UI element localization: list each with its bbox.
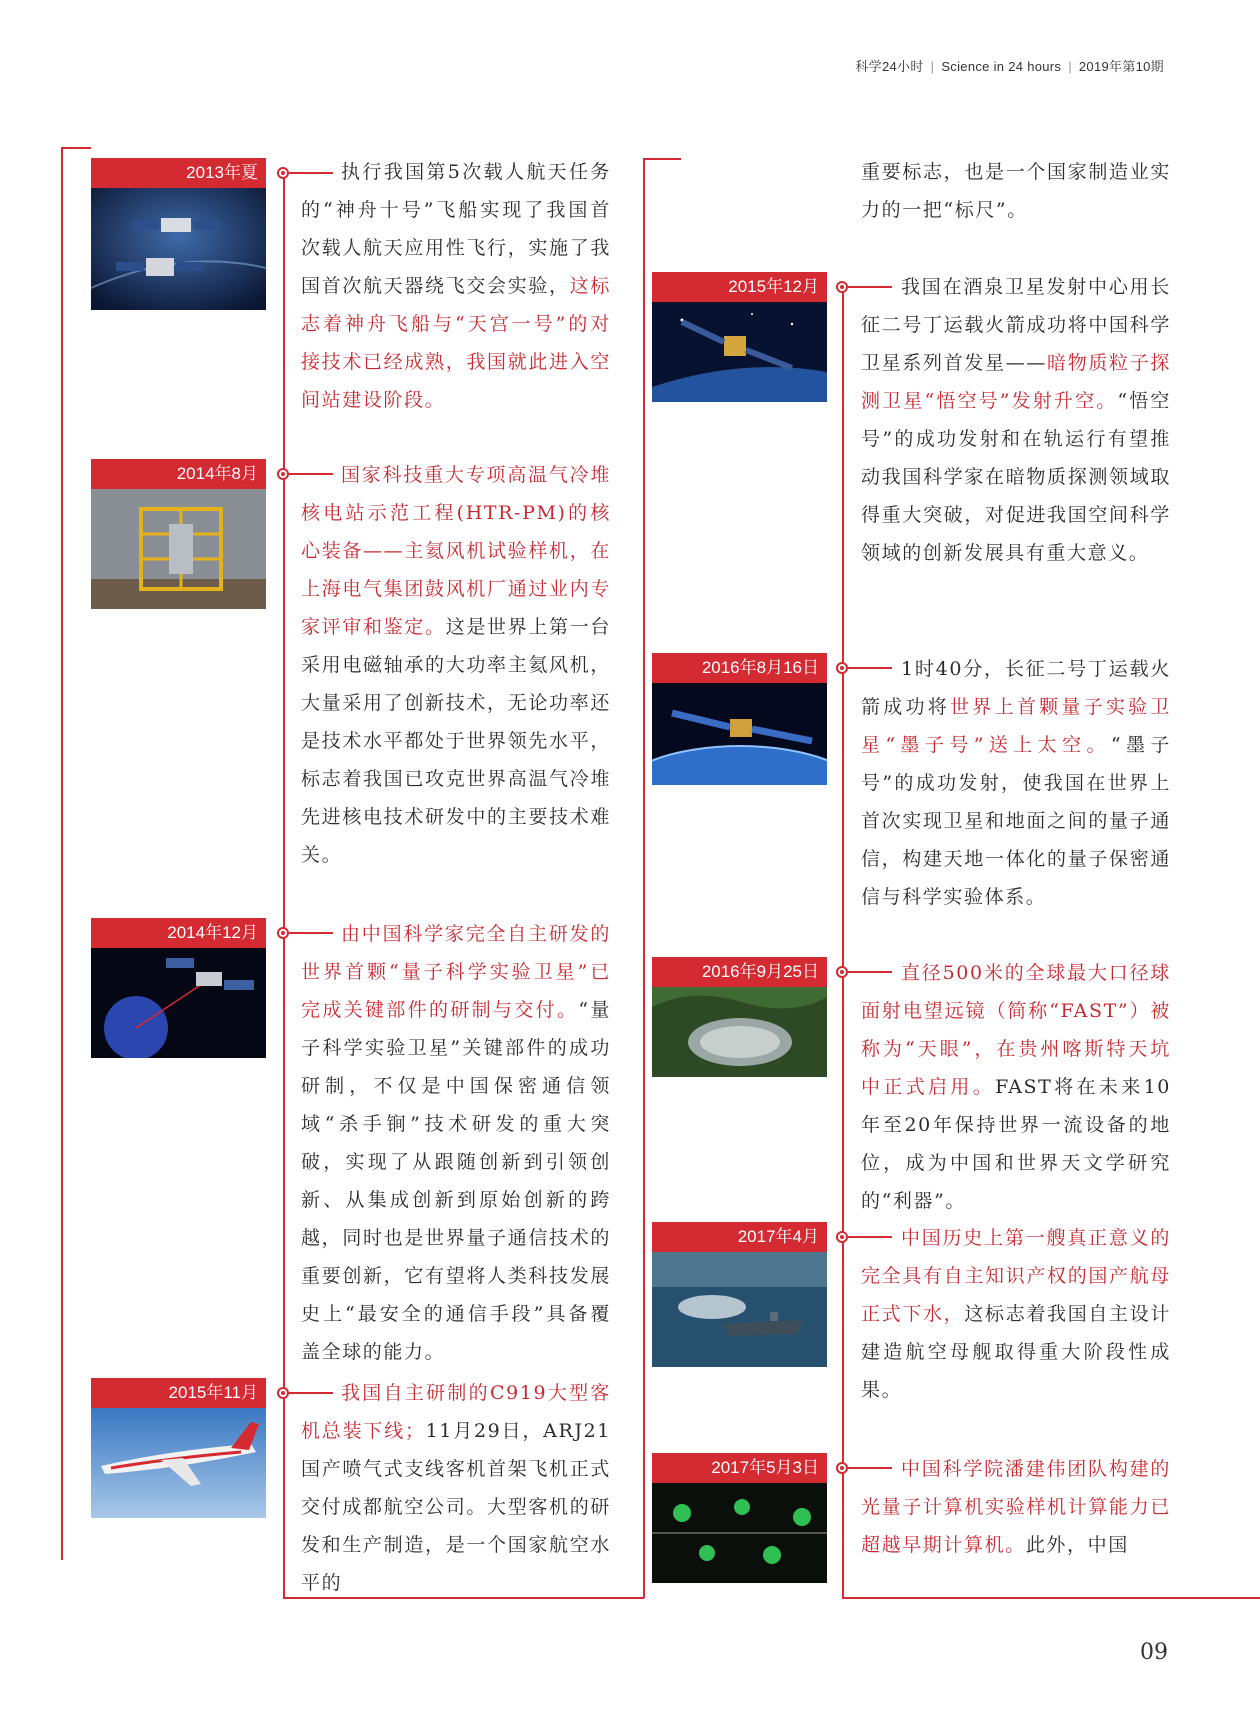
timeline-node-dot [836, 281, 848, 293]
timeline-entry-text [861, 650, 1171, 916]
timeline-node-dot [836, 1231, 848, 1243]
timeline-line [61, 147, 63, 1560]
photonic-quantum-computer-photo [652, 1483, 827, 1583]
timeline-node-dot [277, 1387, 289, 1399]
timeline-node-dot [836, 966, 848, 978]
timeline-entry-text [301, 1374, 611, 1602]
entry-text-highlight: 世界上首颗量子实验卫星“墨子号”送上太空。 [861, 696, 1171, 756]
entry-text-highlight: 我国自主研制的C919大型客机总装下线； [301, 1382, 611, 1442]
header-separator: | [930, 59, 935, 74]
entry-text-plain: “悟空号”的成功发射和在轨运行有望推动我国科学家在暗物质探测领域取得重大突破，对促进我国空间科学领域的创新发展具有重大意义。 [861, 390, 1172, 564]
timeline-line [283, 170, 285, 1598]
timeline-date-label: 2014年8月 [91, 459, 266, 489]
entry-text-plain: FAST将在未来10年至20年保持世界一流设备的地位，成为中国和世界天文学研究的“利器”。 [861, 1076, 1171, 1212]
timeline-date-label: 2014年12月 [91, 918, 266, 948]
timeline-node-dot [836, 1462, 848, 1474]
entry-text-plain: “量子科学实验卫星”关键部件的成功研制，不仅是中国保密通信领域“杀手锏”技术研发的重大突破，实现了从跟随创新到引领创新、从集成创新到原始创新的跨越，同时也是世界量子通信技术的重要创新，它有望将人类科技发展史上“最安全的通信手段”具备覆盖全球的能力。 [301, 999, 611, 1363]
timeline-entry-text [861, 1450, 1171, 1564]
entry-text-highlight: 这标志着神舟飞船与“天宫一号”的对接技术已经成熟，我国就此进入空间站建设阶段。 [301, 275, 611, 411]
entry-text-highlight: 暗物质粒子探测卫星“悟空号”发射升空。 [861, 352, 1171, 412]
timeline-node-dot [277, 468, 289, 480]
timeline-node-dot [277, 167, 289, 179]
magazine-title: 科学24小时 [855, 59, 924, 74]
fast-telescope-photo [652, 987, 827, 1077]
timeline-date-label: 2015年12月 [652, 272, 827, 302]
aircraft-carrier-launch-photo [652, 1252, 827, 1367]
page-header [855, 56, 1164, 75]
timeline-date-label: 2016年8月16日 [652, 653, 827, 683]
spacecraft-docking-photo [91, 188, 266, 310]
magazine-english-title: Science in 24 hours [941, 59, 1062, 74]
entry-text-plain: 重要标志，也是一个国家制造业实力的一把“标尺”。 [861, 161, 1171, 221]
entry-text-plain: 此外，中国 [1025, 1534, 1129, 1556]
timeline-date-label: 2015年11月 [91, 1378, 266, 1408]
timeline-entry-text [301, 456, 611, 874]
entry-text-highlight: 中国历史上第一艘真正意义的完全具有自主知识产权的国产航母正式下水， [861, 1227, 1171, 1325]
timeline-entry-text [861, 268, 1171, 572]
entry-text-plain: 11月29日，ARJ21国产喷气式支线客机首架飞机正式交付成都航空公司。大型客机的研发和生产制造，是一个国家航空水平的 [301, 1420, 611, 1594]
timeline-entry-text [301, 153, 611, 419]
entry-text-plain: 我国在酒泉卫星发射中心用长征二号丁运载火箭成功将中国科学卫星系列首发星—— [861, 276, 1171, 374]
timeline-date-label: 2017年4月 [652, 1222, 827, 1252]
entry-text-plain: 这是世界上第一台采用电磁轴承的大功率主氦风机，大量采用了创新技术，无论功率还是技术水平都处于世界领先水平，标志着我国已攻克世界高温气冷堆先进核电技术研发中的主要技术难关。 [301, 616, 611, 866]
timeline-date-label: 2016年9月25日 [652, 957, 827, 987]
timeline-entry-text [861, 954, 1171, 1220]
entry-text-plain: 这标志着我国自主设计建造航空母舰取得重大阶段性成果。 [861, 1303, 1171, 1401]
timeline-node-dot [836, 662, 848, 674]
continued-entry-text [861, 153, 1171, 229]
dark-matter-satellite-photo [652, 302, 827, 402]
entry-text-highlight: 中国科学院潘建伟团队构建的光量子计算机实验样机计算能力已超越早期计算机。 [861, 1458, 1171, 1556]
quantum-satellite-earth-photo [91, 948, 266, 1058]
entry-text-highlight: 国家科技重大专项高温气冷堆核电站示范工程(HTR-PM)的核心装备——主氦风机试验样机，在上海电气集团鼓风机厂通过业内专家评审和鉴定。 [301, 464, 611, 638]
timeline-node-dot [277, 927, 289, 939]
entry-text-plain: 1时40分，长征二号丁运载火箭成功将 [861, 658, 1171, 718]
entry-text-highlight: 直径500米的全球最大口径球面射电望远镜（简称“FAST”）被称为“天眼”，在贵州喀斯特天坑中正式启用。 [861, 962, 1171, 1098]
c919-airliner-photo [91, 1408, 266, 1518]
entry-text-plain: “墨子号”的成功发射，使我国在世界上首次实现卫星和地面之间的量子通信，构建天地一体化的量子保密通信与科学实验体系。 [861, 734, 1171, 908]
timeline-date-label: 2013年夏 [91, 158, 266, 188]
micius-satellite-photo [652, 683, 827, 785]
entry-text-plain: 执行我国第5次载人航天任务的“神舟十号”飞船实现了我国首次载人航天应用性飞行，实施了我国首次航天器绕飞交会实验， [301, 161, 611, 297]
timeline-line [643, 158, 645, 1598]
entry-text-highlight: 由中国科学家完全自主研发的世界首颗“量子科学实验卫星”已完成关键部件的研制与交付。 [301, 923, 611, 1021]
timeline-entry-text [301, 915, 611, 1371]
page-number: 09 [1140, 1640, 1168, 1665]
header-separator: | [1068, 59, 1072, 74]
timeline-entry-text [861, 1219, 1171, 1409]
timeline-line [61, 147, 91, 149]
timeline-line [842, 285, 844, 1598]
nuclear-reactor-fan-photo [91, 489, 266, 609]
timeline-line [842, 1597, 1260, 1599]
timeline-line [643, 158, 681, 160]
issue-number: 2019年第10期 [1078, 59, 1164, 74]
timeline-date-label: 2017年5月3日 [652, 1453, 827, 1483]
